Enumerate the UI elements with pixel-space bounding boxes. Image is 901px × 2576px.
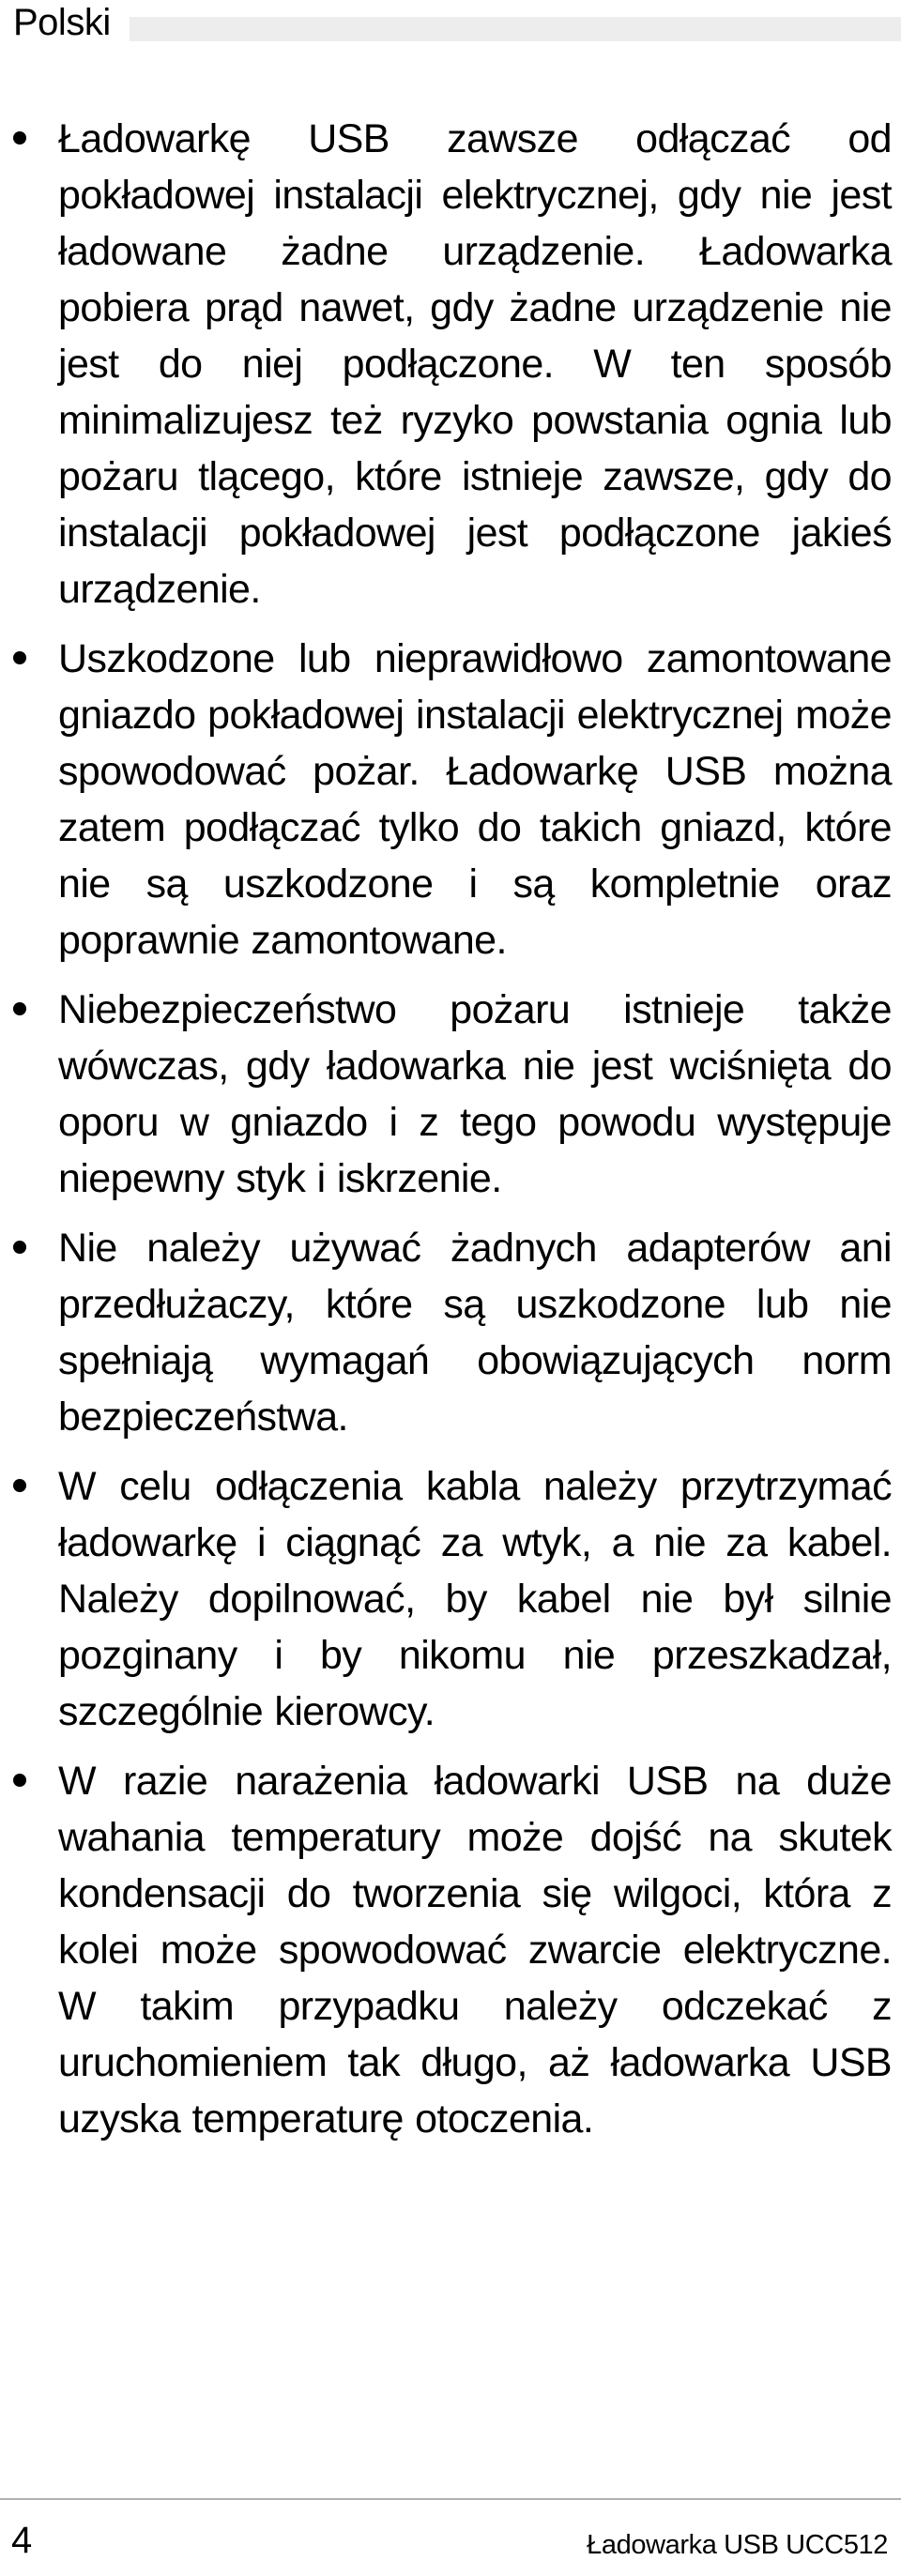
bullet-icon — [13, 1774, 26, 1787]
page-number: 4 — [11, 2520, 33, 2561]
bullet-icon — [13, 1479, 26, 1492]
bullet-icon — [13, 131, 26, 145]
page-header — [0, 0, 901, 43]
list-item — [0, 631, 901, 968]
bullet-text: Nie należy używać żadnych adapterów ani przedłużaczy, które są uszkodzone lub nie spełniają wymagań obowiązujących norm bezpieczeństwa. — [58, 1226, 892, 1440]
bullet-text: Niebezpieczeństwo pożaru istnieje także wówczas, gdy ładowarka nie jest wciśnięta do oporu w gniazdo i z tego powodu występuje niepewny styk i iskrzenie. — [58, 987, 892, 1201]
list-item — [0, 1753, 901, 2147]
list-item — [0, 111, 901, 617]
list-item — [0, 982, 901, 1207]
safety-instructions — [0, 111, 901, 2160]
page-footer — [0, 2498, 901, 2576]
bullet-icon — [13, 1241, 26, 1254]
bullet-text: W razie narażenia ładowarki USB na duże wahania temperatury może dojść na skutek kondensacji do tworzenia się wilgoci, która z kolei może spowodować zwarcie elektryczne. W takim przypadku należy odczekać z uruchomieniem tak długo, aż ładowarka USB uzyska temperaturę otoczenia. — [58, 1759, 892, 2142]
bullet-icon — [13, 651, 26, 664]
header-shade-bar — [130, 17, 901, 41]
bullet-list — [0, 111, 901, 2147]
bullet-text: Uszkodzone lub nieprawidłowo zamontowane gniazdo pokładowej instalacji elektrycznej może spowodować pożar. Ładowarkę USB można zatem podłączać tylko do takich gniazd, które nie są uszkodzone i są kompletnie oraz poprawnie zamontowane. — [58, 636, 892, 963]
bullet-text: Ładowarkę USB zawsze odłączać od pokładowej instalacji elektrycznej, gdy nie jest ładowane żadne urządzenie. Ładowarka pobiera prąd nawet, gdy żadne urządzenie nie jest do niej podłączone. W ten sposób minimalizujesz też ryzyko powstania ognia lub pożaru tlącego, które istnieje zawsze, gdy do instalacji pokładowej jest podłączone jakieś urządzenie. — [58, 116, 892, 612]
footer-divider — [0, 2498, 901, 2500]
bullet-text: W celu odłączenia kabla należy przytrzymać ładowarkę i ciągnąć za wtyk, a nie za kabel. Należy dopilnować, by kabel nie był silnie pozginany i by nikomu nie przeszkadzał, szczególnie kierowcy. — [58, 1464, 892, 1734]
document-title: Ładowarka USB UCC512 — [587, 2530, 888, 2560]
language-section-label: Polski — [13, 2, 111, 43]
bullet-icon — [13, 1002, 26, 1015]
list-item — [0, 1220, 901, 1445]
list-item — [0, 1458, 901, 1740]
